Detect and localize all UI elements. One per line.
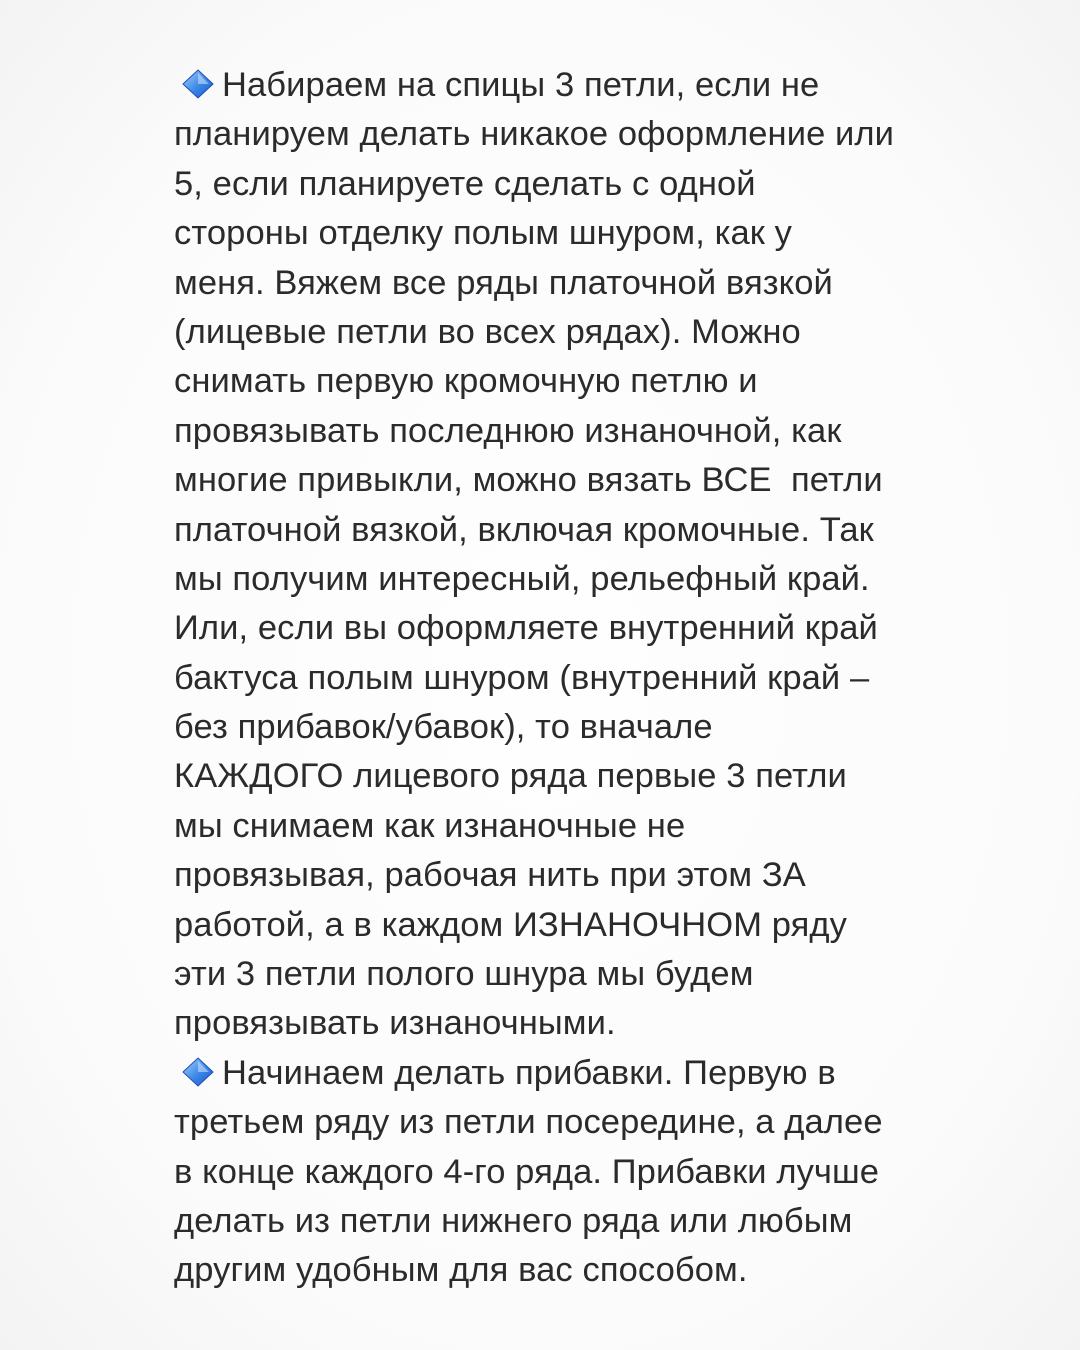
blue-diamond-icon (178, 69, 218, 99)
text-line: третьем ряду из петли посередине, а далее (174, 1103, 883, 1142)
text-line: Или, если вы оформляете внутренний край (174, 609, 878, 648)
text-line: бактуса полым шнуром (внутренний край – (174, 658, 870, 697)
text-line: эти 3 петли полого шнура мы будем (174, 955, 754, 994)
text-line: стороны отделку полым шнуром, как у (174, 214, 793, 253)
text-line: мы получим интересный, рельефный край. (174, 559, 870, 598)
text-line: другим удобным для вас способом. (174, 1251, 748, 1290)
text-line: Начинаем делать прибавки. Первую в (174, 1049, 934, 1098)
text-line: Набираем на спицы 3 петли, если не (174, 61, 934, 110)
text-line: меня. Вяжем все ряды платочной вязкой (174, 263, 833, 302)
blue-diamond-icon (178, 1057, 218, 1087)
text-line: КАЖДОГО лицевого ряда первые 3 петли (174, 757, 847, 796)
text-line: 5, если планируете сделать с одной (174, 164, 756, 203)
text-line: платочной вязкой, включая кромочные. Так (174, 510, 874, 549)
paragraph-1 (174, 61, 934, 1049)
text-line: в конце каждого 4-го ряда. Прибавки лучше (174, 1152, 880, 1191)
text-line: делать из петли нижнего ряда или любым (174, 1201, 853, 1240)
text-line: (лицевые петли во всех рядах). Можно (174, 312, 801, 351)
text-line: без прибавок/убавок), то вначале (174, 708, 713, 747)
text-line: снимать первую кромочную петлю и (174, 362, 758, 401)
paragraph-2 (174, 1049, 934, 1296)
text-line: многие привыкли, можно вязать ВСЕ петли (174, 461, 883, 500)
instruction-text (174, 61, 934, 1296)
text-line: провязывая, рабочая нить при этом ЗА (174, 856, 806, 895)
text-line: планируем делать никакое оформление или (174, 115, 895, 154)
text-line: провязывать изнаночными. (174, 1004, 616, 1043)
text-line: провязывать последнюю изнаночной, как (174, 411, 842, 450)
text-line: работой, а в каждом ИЗНАНОЧНОМ ряду (174, 905, 848, 944)
text-line: мы снимаем как изнаночные не (174, 806, 686, 845)
